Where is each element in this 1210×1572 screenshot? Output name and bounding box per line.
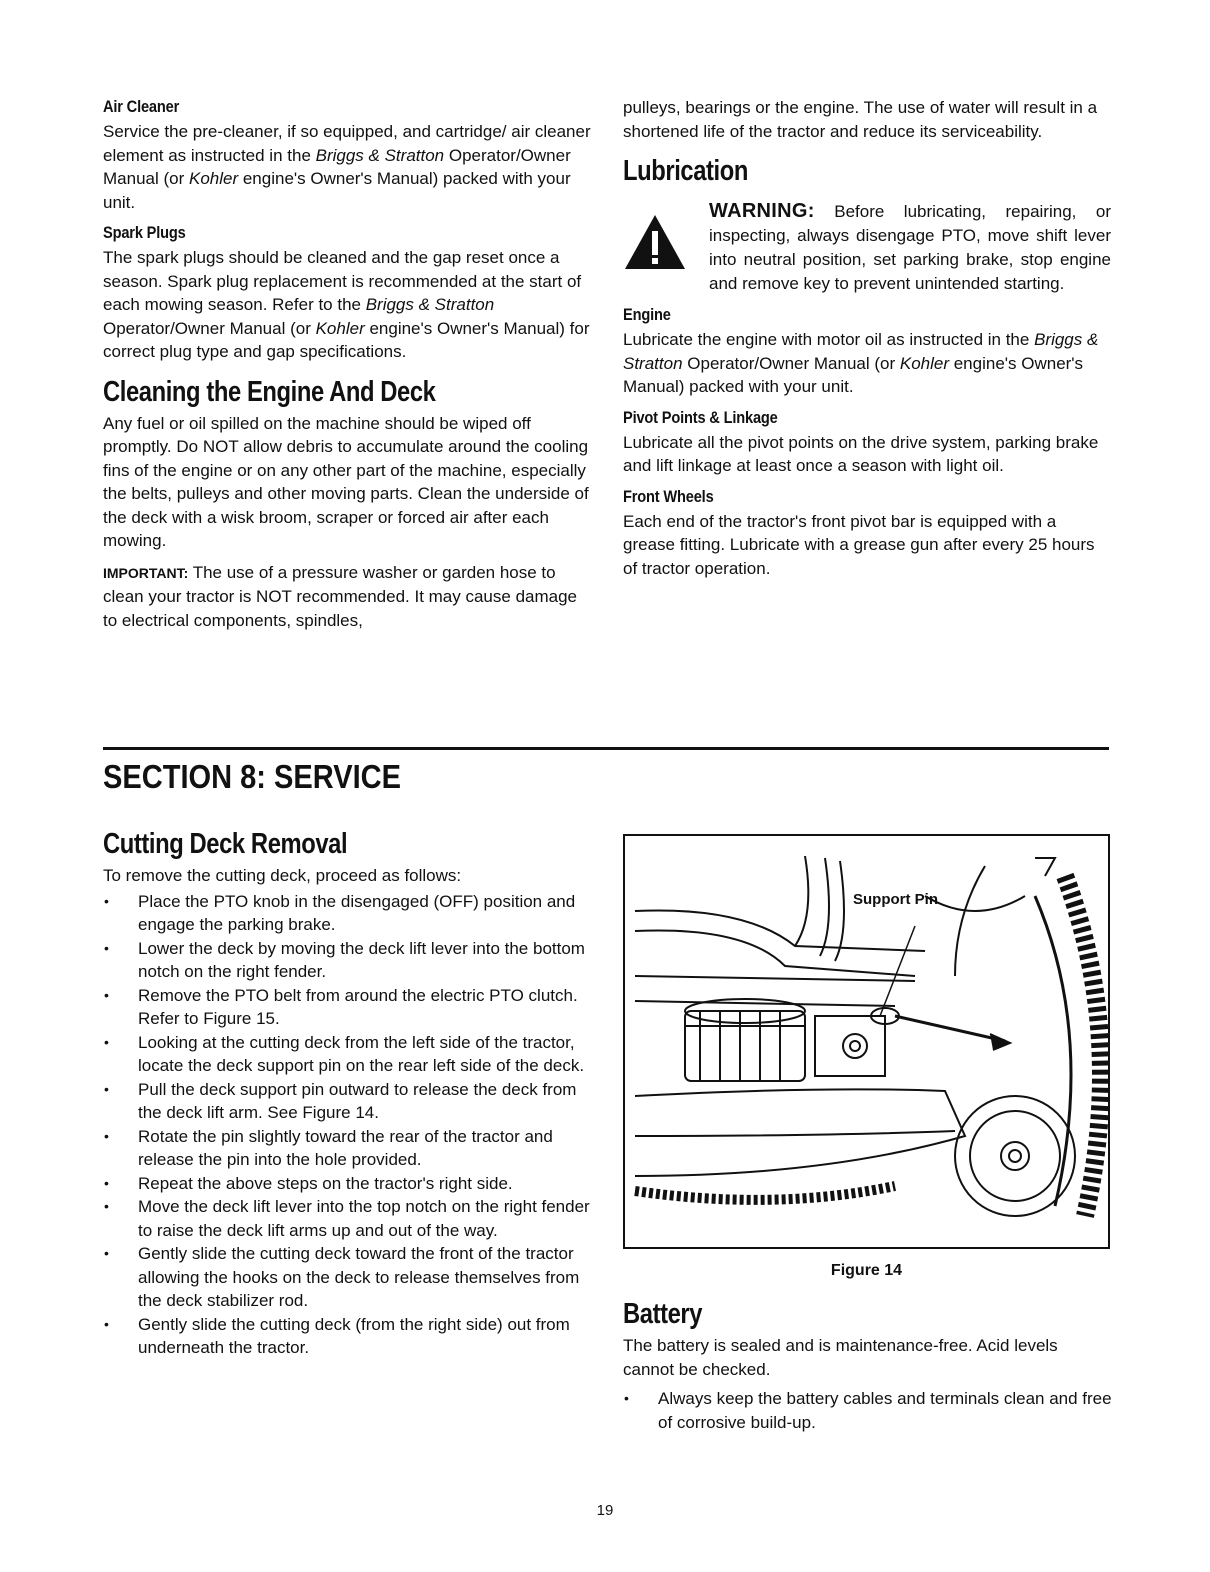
- page-number: 19: [596, 1502, 614, 1519]
- deck-removal-steps: [103, 890, 591, 1360]
- front-wheels-text: Each end of the tractor's front pivot bar is equipped with a grease fitting. Lubricate with a grease gun after every 25 hours of tractor operation.: [623, 511, 1095, 578]
- warning-label: WARNING:: [709, 200, 815, 222]
- deck-removal-column: [103, 826, 591, 1360]
- deck-removal-heading: Cutting Deck Removal: [103, 828, 348, 860]
- list-item: • Repeat the above steps on the tractor's right side.: [103, 1172, 591, 1196]
- important-note: IMPORTANT: The use of a pressure washer or garden hose to clean your tractor is NOT recommended. It may cause damage to electrical components, spindles,: [103, 562, 577, 630]
- important-label: IMPORTANT:: [103, 564, 189, 581]
- list-item: • Looking at the cutting deck from the left side of the tractor, locate the deck support pin on the rear left side of the deck.: [103, 1031, 591, 1078]
- engine-text: Lubricate the engine with motor oil as instructed in the Briggs & Stratton Operator/Owner Manual (or Kohler engine's Owner's Manual) packed with your unit.: [623, 330, 1099, 396]
- pivot-text: Lubricate all the pivot points on the drive system, parking brake and lift linkage at least once a season with light oil.: [623, 432, 1099, 475]
- engine-heading: Engine: [623, 305, 671, 324]
- support-pin-callout: Support Pin: [853, 891, 938, 908]
- cleaning-text: Any fuel or oil spilled on the machine should be wiped off promptly. Do NOT allow debris to accumulate around the cooling fins of the engine or on any other part of the machine, especially the belts, pulleys and other moving parts. Clean the underside of the deck with a wisk broom, scraper or forced air after each mowing.: [103, 413, 589, 550]
- warning-block: [623, 199, 1111, 296]
- lubrication-heading: Lubrication: [623, 155, 748, 187]
- warning-text: WARNING: Before lubricating, repairing, or inspecting, always disengage PTO, move shift lever into neutral position, set parking brake, stop engine and remove key to prevent unintended starting.: [709, 200, 1111, 293]
- list-item: • Gently slide the cutting deck (from the right side) out from underneath the tractor.: [103, 1313, 591, 1360]
- list-item: • Always keep the battery cables and terminals clean and free of corrosive build-up.: [623, 1387, 1113, 1434]
- pivot-heading: Pivot Points & Linkage: [623, 407, 778, 427]
- list-item: • Place the PTO knob in the disengaged (OFF) position and engage the parking brake.: [103, 890, 591, 937]
- figure-caption: Figure 14: [830, 1262, 903, 1279]
- list-item: • Move the deck lift lever into the top notch on the right fender to raise the deck lift arms up and out of the way.: [103, 1195, 591, 1242]
- figure-14: [623, 834, 1110, 1249]
- deck-removal-intro: To remove the cutting deck, proceed as follows:: [103, 866, 462, 885]
- cleaning-heading: Cleaning the Engine And Deck: [103, 375, 436, 408]
- cleaning-continued: pulleys, bearings or the engine. The use of water will result in a shortened life of the tractor and reduce its serviceability.: [623, 98, 1098, 141]
- section-title: SECTION 8: SERVICE: [103, 758, 402, 795]
- air-cleaner-text: Service the pre-cleaner, if so equipped, and cartridge/ air cleaner element as instructed in the Briggs & Stratton Operator/Owner Manual (or Kohler engine's Owner's Manual) packed with your unit.: [103, 122, 591, 212]
- battery-column: [623, 1296, 1113, 1434]
- list-item: • Rotate the pin slightly toward the rear of the tractor and release the pin into the hole provided.: [103, 1125, 591, 1172]
- air-cleaner-heading: Air Cleaner: [103, 97, 180, 116]
- list-item: • Lower the deck by moving the deck lift lever into the bottom notch on the right fender.: [103, 937, 591, 984]
- warning-triangle-icon: [623, 213, 687, 271]
- battery-bullets: [623, 1387, 1113, 1434]
- list-item: • Pull the deck support pin outward to release the deck from the deck lift arm. See Figure 14.: [103, 1078, 591, 1125]
- right-column: [623, 96, 1111, 588]
- battery-heading: Battery: [623, 1298, 703, 1330]
- deck-support-pin-illustration: [625, 836, 1108, 1247]
- front-wheels-heading: Front Wheels: [623, 486, 714, 506]
- spark-plugs-heading: Spark Plugs: [103, 223, 186, 242]
- spark-plugs-text: The spark plugs should be cleaned and the gap reset once a season. Spark plug replacement is recommended at the start of each mowing season. Refer to the Briggs & Stratton Operator/Owner Manual (or Kohler engine's Owner's Manual) for correct plug type and gap specifications.: [103, 248, 590, 361]
- left-column: [103, 96, 591, 640]
- section-divider: [103, 747, 1109, 750]
- list-item: • Remove the PTO belt from around the electric PTO clutch. Refer to Figure 15.: [103, 984, 591, 1031]
- list-item: • Gently slide the cutting deck toward the front of the tractor allowing the hooks on the deck to release themselves from the deck stabilizer rod.: [103, 1242, 591, 1313]
- battery-text: The battery is sealed and is maintenance-free. Acid levels cannot be checked.: [623, 1336, 1058, 1379]
